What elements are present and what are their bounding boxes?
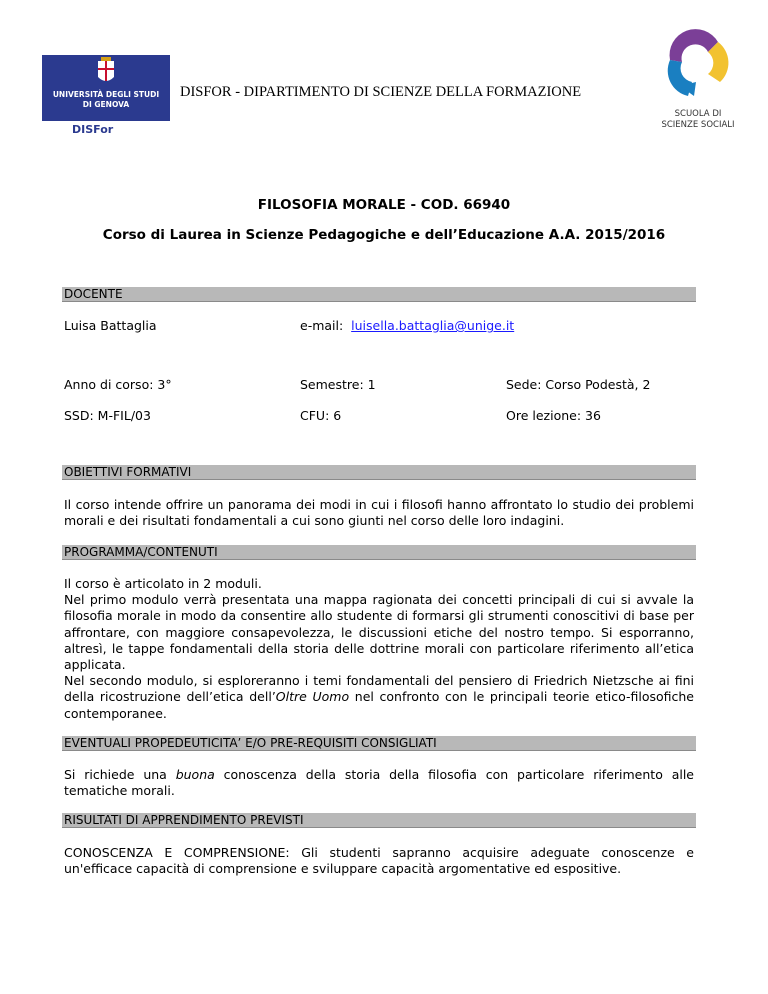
logo-tag: DISFor bbox=[72, 123, 114, 135]
cfu: CFU: 6 bbox=[300, 408, 342, 423]
ssd: SSD: M-FIL/03 bbox=[64, 408, 151, 423]
programma-paragraph-2: Nel primo modulo verrà presentata una mappa ragionata dei concetti principali di cui si avvale la filosofia morale in modo da consentire allo studente di formarsi gli strumenti conoscitivi di base per affrontare, con maggiore consapevolezza, le discussioni etiche del nostro tempo. Si esporranno, altresì, le tappe fondamentali della storia delle dottrine morali con particolare riferimento all’etica applicata. bbox=[64, 592, 694, 673]
propedeuticita-before: Si richiede una bbox=[64, 767, 176, 782]
section-heading-obiettivi: OBIETTIVI FORMATIVI bbox=[62, 465, 696, 480]
propedeuticita-text bbox=[64, 767, 694, 799]
programma-paragraph-1: Il corso è articolato in 2 moduli. bbox=[64, 576, 262, 591]
programma-paragraph-3 bbox=[64, 673, 694, 722]
programma-p3-before: Nel secondo modulo, si esploreranno i temi fondamentali del pensiero di Friedrich Nietzsche ai fini della ricostruzione dell’etica dell’ bbox=[64, 673, 694, 705]
propedeuticita-italic: buona bbox=[175, 767, 215, 782]
programma-p3-italic: Oltre Uomo bbox=[275, 689, 350, 705]
risultati-text: CONOSCENZA E COMPRENSIONE: Gli studenti sapranno acquisire adeguate conoscenze e un'efficace capacità di comprensione e sviluppare capacità argomentative ed espositive. bbox=[64, 845, 694, 877]
obiettivi-text: Il corso intende offrire un panorama dei modi in cui i filosofi hanno affrontato lo studio dei problemi morali e dei risultati fondamentali a cui sono giunti nel corso delle loro indagini. bbox=[64, 497, 694, 529]
docente-name: Luisa Battaglia bbox=[64, 318, 157, 333]
school-logo bbox=[640, 20, 744, 132]
section-heading-programma: PROGRAMMA/CONTENUTI bbox=[62, 545, 696, 560]
school-logo-line-2: SCIENZE SOCIALI bbox=[661, 120, 735, 130]
ore-lezione: Ore lezione: 36 bbox=[506, 408, 601, 423]
section-heading-docente: DOCENTE bbox=[62, 287, 696, 302]
course-title: FILOSOFIA MORALE - COD. 66940 bbox=[257, 197, 511, 213]
logo-line-2: DI GENOVA bbox=[82, 100, 130, 109]
school-logo-line-1: SCUOLA DI bbox=[674, 109, 722, 119]
section-heading-risultati: RISULTATI DI APPRENDIMENTO PREVISTI bbox=[62, 813, 696, 828]
programma-text bbox=[64, 576, 694, 722]
logo-line-1: UNIVERSITÀ DEGLI STUDI bbox=[52, 90, 160, 99]
course-subtitle: Corso di Laurea in Scienze Pedagogiche e dell’Educazione A.A. 2015/2016 bbox=[102, 227, 666, 243]
propedeuticita-after: conoscenza della storia della filosofia con particolare riferimento alle tematiche morali. bbox=[64, 767, 694, 799]
sede: Sede: Corso Podestà, 2 bbox=[506, 377, 651, 392]
programma-p3-after: nel confronto con le principali teorie etico-filosofiche contemporanee. bbox=[64, 689, 694, 721]
university-logo bbox=[42, 55, 170, 135]
email-link[interactable]: luisella.battaglia@unige.it bbox=[351, 318, 515, 333]
email-row bbox=[300, 318, 514, 333]
email-label: e-mail: bbox=[300, 318, 344, 333]
department-title: DISFOR - DIPARTIMENTO DI SCIENZE DELLA FORMAZIONE bbox=[180, 84, 582, 100]
anno-di-corso: Anno di corso: 3° bbox=[64, 377, 172, 392]
semestre: Semestre: 1 bbox=[300, 377, 376, 392]
section-heading-propedeuticita: EVENTUALI PROPEDEUTICITA’ E/O PRE-REQUISITI CONSIGLIATI bbox=[62, 736, 696, 751]
